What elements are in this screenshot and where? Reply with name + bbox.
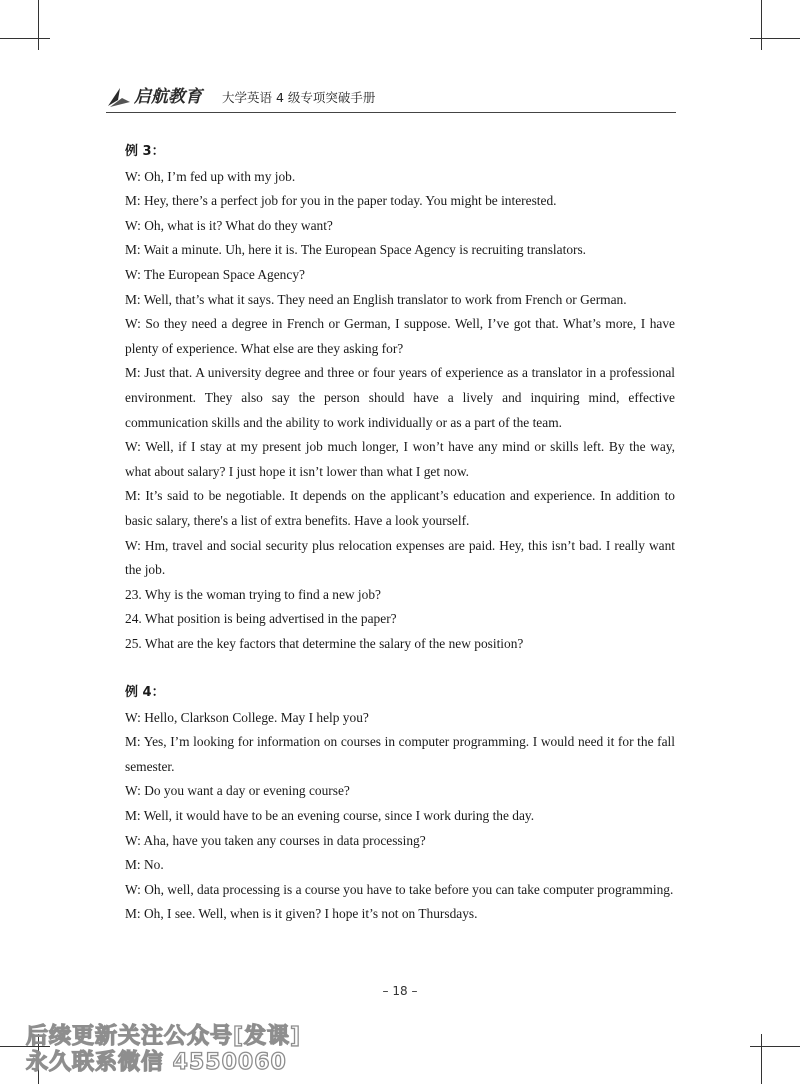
dialogue-line: M: Just that. A university degree and three or four years of experience as a translator in a professional environment. They also say the person should have a lively and inquiring mind, effective communication skills and the ability to work individually or as a part of the team. xyxy=(125,365,675,430)
dialogue-line: W: Well, if I stay at my present job much longer, I won’t have any mind or skills left. By the way, what about salary? I just hope it isn’t lower than what I get now. xyxy=(125,439,675,479)
dialogue-line: W: Do you want a day or evening course? xyxy=(125,783,350,799)
example-3-heading: 例 3： xyxy=(125,144,165,159)
dialogue-line: M: Yes, I’m looking for information on courses in computer programming. I would need it for the fall semester. xyxy=(125,734,675,774)
example-4-heading: 例 4： xyxy=(125,685,165,701)
section-spacer xyxy=(125,656,675,681)
question-item: 25. What are the key factors that determine the salary of the new position? xyxy=(125,635,524,651)
header-divider xyxy=(106,112,676,113)
crop-mark-bottom-right-h xyxy=(750,1046,800,1047)
question-item: 24. What position is being advertised in the paper? xyxy=(125,611,397,627)
crop-mark-bottom-right-v xyxy=(761,1034,762,1084)
dialogue-line: M: Hey, there’s a perfect job for you in the paper today. You might be interested. xyxy=(125,193,557,209)
running-header xyxy=(106,86,676,110)
sail-logo-icon xyxy=(106,86,132,108)
dialogue-line: M: Well, that’s what it says. They need an English translator to work from French or German. xyxy=(125,291,627,307)
watermark-line-2: 永久联系微信 4550060 xyxy=(26,1050,287,1075)
book-title: 大学英语 4 级专项突破手册 xyxy=(222,90,376,105)
crop-mark-top-right-v xyxy=(761,0,762,50)
dialogue-line: W: The European Space Agency? xyxy=(125,266,305,282)
dialogue-line: M: Oh, I see. Well, when is it given? I hope it’s not on Thursdays. xyxy=(125,906,478,922)
dialogue-line: M: Wait a minute. Uh, here it is. The European Space Agency is recruiting translators. xyxy=(125,242,587,258)
crop-mark-top-left-v xyxy=(38,0,39,50)
dialogue-line: W: Hm, travel and social security plus relocation expenses are paid. Hey, this isn’t bad. I really want the job. xyxy=(125,537,675,578)
dialogue-line: W: Hello, Clarkson College. May I help you? xyxy=(125,709,369,725)
dialogue-line: M: It’s said to be negotiable. It depends on the applicant’s education and experience. In addition to basic salary, there's a list of extra benefits. Have a look yourself. xyxy=(125,488,675,528)
crop-mark-top-right-h xyxy=(750,38,800,39)
dialogue-line: W: Oh, what is it? What do they want? xyxy=(125,217,333,233)
example-4 xyxy=(125,681,675,927)
dialogue-line: M: Well, it would have to be an evening course, since I work during the day. xyxy=(125,808,535,824)
dialogue-line: W: Aha, have you taken any courses in data processing? xyxy=(125,832,426,848)
example-3 xyxy=(125,140,675,656)
dialogue-line: W: Oh, well, data processing is a course you have to take before you can take computer programming. xyxy=(125,881,674,897)
question-item: 23. Why is the woman trying to find a new job? xyxy=(125,586,381,602)
dialogue-line: W: Oh, I’m fed up with my job. xyxy=(125,168,296,184)
brand-name: 启航教育 xyxy=(134,87,202,107)
dialogue-line: M: No. xyxy=(125,857,164,873)
page-number: – 18 – xyxy=(382,984,418,998)
dialogue-line: W: So they need a degree in French or German, I suppose. Well, I’ve got that. What’s more, I have plenty of experience. What else are they asking for? xyxy=(125,316,675,356)
page-content xyxy=(125,140,675,927)
watermark-line-1: 后续更新关注公众号[发课] xyxy=(26,1024,302,1049)
crop-mark-top-left-h xyxy=(0,38,50,39)
